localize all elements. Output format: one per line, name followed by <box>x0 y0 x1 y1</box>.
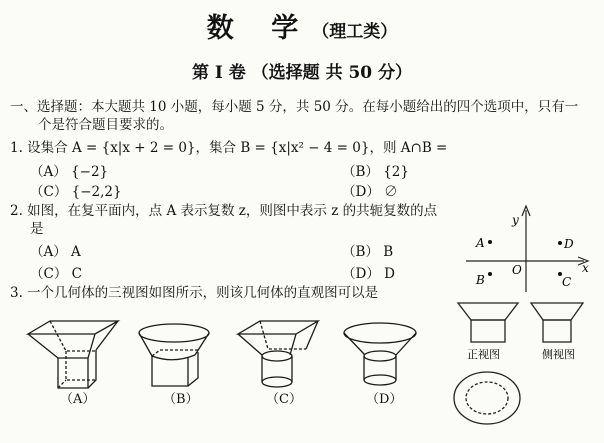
page-title <box>0 6 604 45</box>
q3-option-d-label: （D） <box>366 392 403 407</box>
q1-option-b: （B） {2} <box>342 164 409 180</box>
title-main: 数 学 <box>206 13 313 44</box>
axis-x-label: x <box>582 261 589 275</box>
q2-option-c: （C） C <box>30 266 82 282</box>
solid-d <box>344 323 416 385</box>
q2-option-d: （D） D <box>342 266 395 282</box>
q1-option-c: （C） {−2,2} <box>30 184 122 200</box>
q3-stem: 3. 一个几何体的三视图如图所示，则该几何体的直观图可以是 <box>10 285 379 301</box>
side-view-label: 侧视图 <box>542 348 575 361</box>
origin-label: O <box>512 263 522 277</box>
top-view-outer-circle <box>454 372 520 424</box>
point-b-dot <box>488 272 492 276</box>
q1-option-a: （A） {−2} <box>30 164 109 180</box>
front-view-top <box>458 303 518 320</box>
point-d-label: D <box>564 237 574 251</box>
front-view-body <box>471 320 505 342</box>
x-axis-arrow-icon <box>578 257 588 265</box>
solid-a <box>28 321 118 388</box>
q2-option-a: （A） A <box>30 244 81 260</box>
q3-option-a-label: （A） <box>60 392 96 407</box>
point-a-dot <box>488 240 492 244</box>
q2-stem-line1: 2. 如图，在复平面内，点 A 表示复数 z，则图中表示 z 的共轭复数的点 <box>10 203 438 219</box>
q2-stem-line2: 是 <box>30 221 44 237</box>
point-b-label: B <box>476 273 485 287</box>
point-a-label: A <box>476 236 485 250</box>
point-c-label: C <box>562 275 572 289</box>
instructions-line2: 个是符合题目要求的。 <box>38 117 173 133</box>
title-sub: （理工类） <box>312 22 398 42</box>
instructions-line1: 一、选择题：本大题共 10 小题，每小题 5 分，共 50 分。在每小题给出的四个选项中，只有一 <box>10 99 579 115</box>
section-title: 第 I 卷 （选择题 共 50 分） <box>191 63 413 83</box>
top-view-inner-circle <box>466 382 508 414</box>
q1-stem: 1. 设集合 A = {x|x + 2 = 0}，集合 B = {x|x² − 4 = 0}，则 A∩B = <box>10 140 448 156</box>
point-d-dot <box>558 241 562 245</box>
point-c-dot <box>558 272 562 276</box>
q1-option-d: （D） ∅ <box>342 184 398 200</box>
front-view-label: 正视图 <box>467 348 500 361</box>
y-axis-arrow-icon <box>522 206 530 216</box>
solid-b <box>139 324 209 386</box>
axis-y-label: y <box>512 213 519 227</box>
solid-c <box>238 321 318 387</box>
q2-option-b: （B） B <box>342 244 394 260</box>
side-view-body <box>543 320 571 342</box>
q3-option-c-label: （C） <box>266 392 302 407</box>
q3-option-b-label: （B） <box>163 392 199 407</box>
side-view-top <box>531 303 583 320</box>
